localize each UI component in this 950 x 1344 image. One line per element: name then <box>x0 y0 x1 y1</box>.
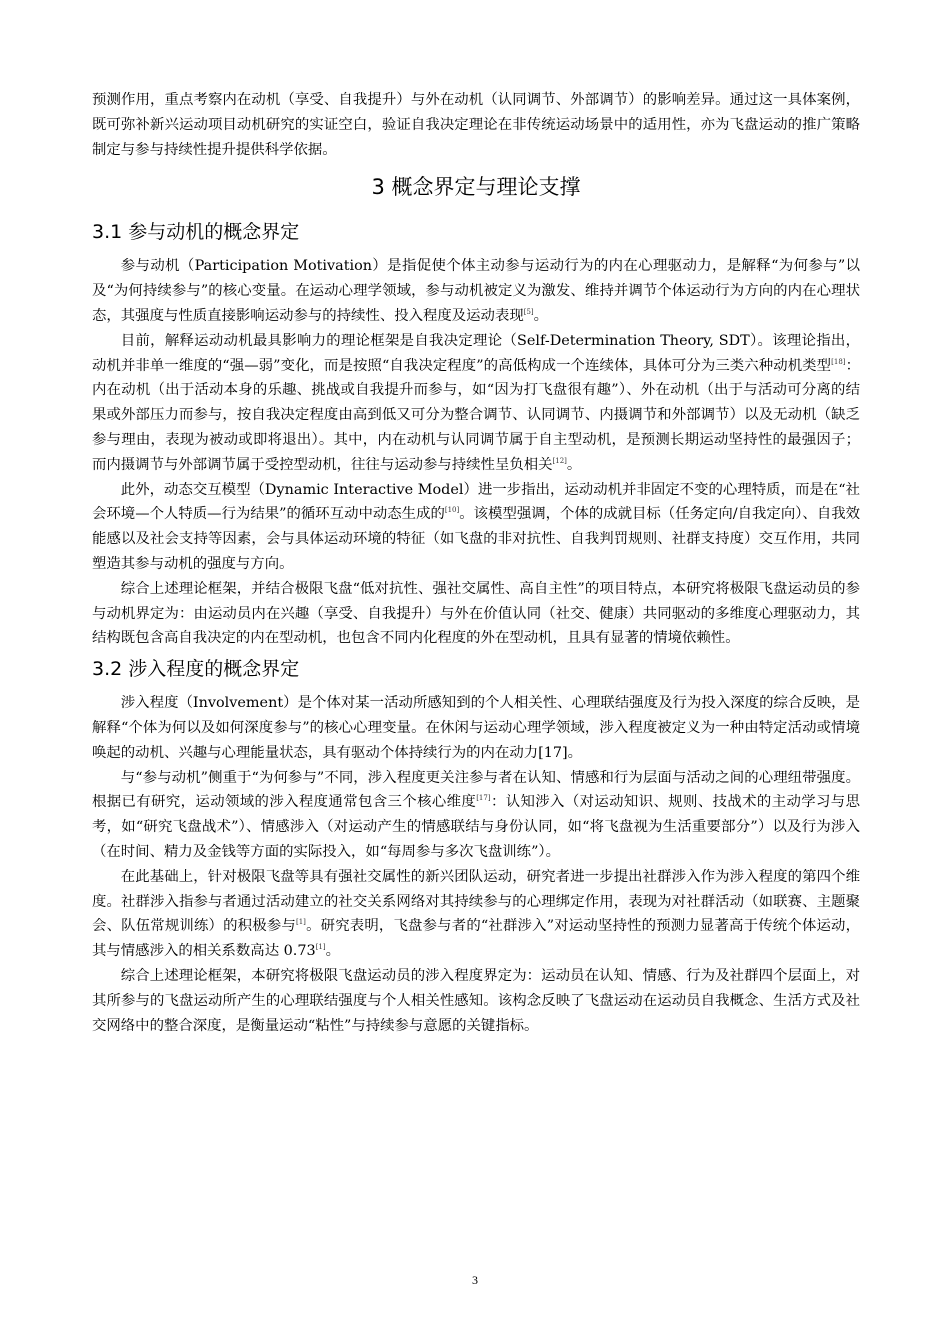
citation[interactable]: [17] <box>476 794 491 803</box>
paragraph-text: 。 <box>566 456 582 473</box>
paragraph-text: 目前，解释运动动机最具影响力的理论框架是自我决定理论（Self-Determination Theory, SDT）。该理论指出，动机并非单一维度的“强—弱”变化，而是按照“自我决定程度”的高低构成一个连续体，具体可分为三类六种动机类型 <box>92 332 860 374</box>
paragraph-text: ：认知涉入（对运动知识、规则、技战术的主动学习与思考，如“研究飞盘战术”）、情感涉入（对运动产生的情感联结与身份认同，如“将飞盘视为生活重要部分”）以及行为涉入（在时间、精力及金钱等方面的实际投入，如“每周参与多次飞盘训练”）。 <box>92 794 860 860</box>
paragraph-text: 。 <box>325 943 341 960</box>
paragraph-3-2-1 <box>92 691 860 765</box>
paragraph-3-1-4 <box>92 577 860 651</box>
intro-paragraph <box>92 88 860 162</box>
page-number: 3 <box>472 1273 478 1287</box>
citation[interactable]: [18] <box>831 357 846 366</box>
paragraph-text: 此外，动态交互模型（Dynamic Interactive Model）进一步指出，运动动机并非固定不变的心理特质，而是在“社会环境—个人特质—行为结果”的循环互动中动态生成的 <box>92 481 860 523</box>
paragraph-text: 。该模型强调，个体的成就目标（任务定向/自我定向）、自我效能感以及社会支持等因素，会与具体运动环境的特征（如飞盘的非对抗性、自我判罚规则、社群支持度）交互作用，共同塑造其参与动机的强度与方向。 <box>92 506 860 572</box>
citation[interactable]: [5] <box>523 307 534 316</box>
citation[interactable]: [10] <box>444 506 460 515</box>
paragraph-3-2-2 <box>92 766 860 865</box>
section-heading-3-1: 3.1 参与动机的概念界定 <box>92 221 300 244</box>
paragraph-3-2-4 <box>92 964 860 1038</box>
intro-text: 预测作用，重点考察内在动机（享受、自我提升）与外在动机（认同调节、外部调节）的影响差异。通过这一具体案例，既可弥补新兴运动项目动机研究的实证空白，验证自我决定理论在非传统运动场景中的适用性，亦为飞盘运动的推广策略制定与参与持续性提升提供科学依据。 <box>92 92 860 158</box>
paragraph-text: 参与动机（Participation Motivation）是指促使个体主动参与运动行为的内在心理驱动力，是解释“为何参与”以及“为何持续参与”的核心变量。在运动心理学领域，参与动机被定义为激发、维持并调节个体运动行为方向的内在心理状态，其强度与性质直接影响运动参与的持续性、投入程度及运动表现 <box>92 258 860 324</box>
paragraph-3-1-3 <box>92 478 860 577</box>
paragraph-text: ：内在动机（出于活动本身的乐趣、挑战或自我提升而参与，如“因为打飞盘很有趣”）、外在动机（出于与活动可分离的结果或外部压力而参与，按自我决定程度由高到低又可分为整合调节、认同调节、内摄调节和外部调节）以及无动机（缺乏参与理由，表现为被动或即将退出）。其中，内在动机与认同调节属于自主型动机，是预测长期运动坚持性的最强因子；而内摄调节与外部调节属于受控型动机，往往与运动参与持续性呈负相关 <box>92 357 860 473</box>
paragraph-text: 涉入程度（Involvement）是个体对某一活动所感知到的个人相关性、心理联结强度及行为投入深度的综合反映，是解释“个体为何以及如何深度参与”的核心心理变量。在休闲与运动心理学领域，涉入程度被定义为一种由特定活动或情境唤起的动机、兴趣与心理能量状态，具有驱动个体持续行为的内在动力[17]。 <box>92 695 860 761</box>
chapter-title: 3 概念界定与理论支撑 <box>371 175 581 200</box>
page-body <box>92 88 860 1038</box>
paragraph-text: 综合上述理论框架，本研究将极限飞盘运动员的涉入程度界定为：运动员在认知、情感、行为及社群四个层面上，对其所参与的飞盘运动所产生的心理联结强度与个人相关性感知。该构念反映了飞盘运动在运动员自我概念、生活方式及社交网络中的整合深度，是衡量运动“粘性”与持续参与意愿的关键指标。 <box>92 967 860 1034</box>
citation[interactable]: [1] <box>295 918 306 927</box>
paragraph-3-2-3 <box>92 865 860 964</box>
paragraph-3-1-2 <box>92 329 860 478</box>
paragraph-text: 与“参与动机”侧重于“为何参与”不同，涉入程度更关注参与者在认知、情感和行为层面与活动之间的心理纽带强度。根据已有研究，运动领域的涉入程度通常包含三个核心维度 <box>92 769 860 811</box>
citation[interactable]: [12] <box>552 456 567 465</box>
paragraph-text: 。研究表明，飞盘参与者的“社群涉入”对运动坚持性的预测力显著高于传统个体运动，其与情感涉入的相关系数高达 0.73 <box>92 918 860 960</box>
paragraph-text: 在此基础上，针对极限飞盘等具有强社交属性的新兴团队运动，研究者进一步提出社群涉入作为涉入程度的第四个维度。社群涉入指参与者通过活动建立的社交关系网络对其持续参与的心理绑定作用，表现为对社群活动（如联赛、主题聚会、队伍常规训练）的积极参与 <box>92 868 860 935</box>
paragraph-3-1-1 <box>92 254 860 328</box>
section-heading-3-2: 3.2 涉入程度的概念界定 <box>92 658 300 681</box>
citation[interactable]: [1] <box>315 943 326 952</box>
paragraph-text: 综合上述理论框架，并结合极限飞盘“低对抗性、强社交属性、高自主性”的项目特点，本研究将极限飞盘运动员的参与动机界定为：由运动员内在兴趣（享受、自我提升）与外在价值认同（社交、健康）共同驱动的多维度心理驱动力，其结构既包含高自我决定的内在型动机，也包含不同内化程度的外在型动机，且具有显著的情境依赖性。 <box>92 580 860 647</box>
paragraph-text: 。 <box>533 307 549 324</box>
